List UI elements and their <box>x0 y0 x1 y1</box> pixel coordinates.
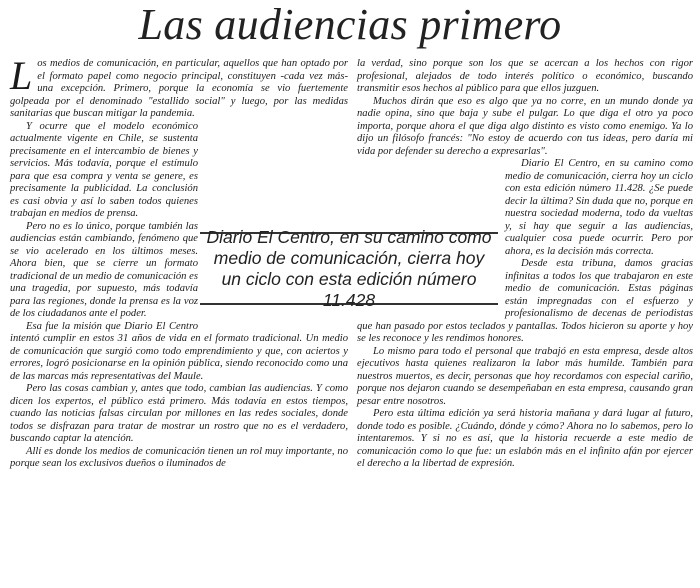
right-paragraph-1: la verdad, sino porque son los que se acercan a los hechos con rigor profesional, alejados de todo interés político o económico, buscando transmitir esos hechos al público para que ellos juzguen. <box>357 58 693 94</box>
right-paragraph-6: Pero esta última edición ya será historia mañana y dará lugar al futuro, donde todo es posible. ¿Cuándo, dónde y cómo? Ahora no lo sabemos, pero lo intentaremos. Y si no es así, que la historia recuerde a este medio de comunicación como lo que fue: un eslabón más en el infinito afán por ejercer el derecho a la libertad de expresión. <box>357 408 693 469</box>
right-column <box>357 58 693 586</box>
left-paragraph-2-text: Y ocurre que el modelo económico actualmente vigente en Chile, se sustenta precisamente en el intercambio de bienes y servicios. Más todavía, porque el estímulo para que esa compra y venta se genere, es precisamente la publicidad. La conclusión es casi obvia y así lo saben todos quienes trabajan en medios de prensa. <box>10 120 198 219</box>
right-paragraph-5: Lo mismo para todo el personal que trabajó en esta empresa, desde altos ejecutivos hasta quienes realizaron la labor más humilde. También para nuestros muertos, es decir, personas que hoy recordamos con especial cariño, porque nos dejaron cuando se desempeñaban en esta empresa, causando gran pesar entre nosotros. <box>357 345 693 407</box>
left-paragraph-6: Allí es donde los medios de comunicación tienen un rol muy importante, no porque sean los exclusivos dueños o iluminados de <box>10 445 348 469</box>
pull-quote-text: Diario El Centro, en su camino como medio de comunicación, cierra hoy un ciclo con esta edición número 11.428 <box>206 226 492 310</box>
right-paragraph-3-text: Diario El Centro, en su camino como medio de comunicación, cierra hoy un ciclo con esta edición número 11.428. ¿Se puede decir la última? Sin duda que no, porque en nuestra sociedad moderna, todo da vueltas y, si hay que seguir a las audiencias, cualquier cosa puede ocurrir. Pero por ahora, es la decisión más correcta. <box>505 158 693 257</box>
left-paragraph-3: Pero no es lo único, porque también las audiencias están cambiando, fenómeno que se vio acelerado en los últimos meses. Ahora bien, que se cierre un formato tradicional de un medio de comunicación es una tragedia, por supuesto, más todavía para las regiones, donde la prensa es la voz de los ciudadanos ante el poder. <box>10 220 198 319</box>
left-paragraph-1-text: os medios de comunicación, en particular, aquellos que han optado por el formato papel como negocio principal, constituyen -cada vez más- una excepción. Primero, porque la economía se vio fuertemente golpeada por el denominado "estallido social" y luego, por las medidas sanitarias que buscan mitigar la pandemia. <box>10 58 348 119</box>
left-paragraph-5: Pero las cosas cambian y, antes que todo, cambian las audiencias. Y como dicen los expertos, el público está primero. Más todavía en estos tiempos, cuando las noticias falsas circulan por millones en las redes sociales, donde todos se disfrazan para tratar de mostrar un rostro que no es el verdadero, buscando captar la atención. <box>10 383 348 444</box>
left-paragraph-4: Esa fue la misión que Diario El Centro intentó cumplir en estos 31 años de vida en el formato tradicional. Un medio de comunicación que surgió como todo emprendimiento y que, con aciertos y errores, logró posicionarse en la opinión pública, siendo reconocido como una de las marcas más representativas del Maule. <box>10 320 348 382</box>
left-paragraph-2 <box>10 121 348 221</box>
pull-quote <box>200 226 498 310</box>
left-column <box>10 53 348 586</box>
right-paragraph-4: Desde esta tribuna, damos gracias infinitas a todos los que trabajaron en este medio de comunicación. Estas páginas están impregnadas con el esfuerzo y profesionalismo de decenas de periodistas que han pasado por estos teclados y pantallas. Todos hicieron su aporte y hoy se les reconoce y les rendimos honores. <box>357 258 693 344</box>
right-paragraph-2: Muchos dirán que eso es algo que ya no corre, en un mundo donde ya nadie opina, sino que baja y sube el pulgar. Lo que diga el otro ya poco importa, porque ahora el que diga algo distinto es visto como enemigo. Ya lo dijo un filósofo francés: "No estoy de acuerdo con tus ideas, pero daría mi vida por defender su derecho a expresarlas". <box>357 95 693 157</box>
article-title: Las audiencias primero <box>138 0 562 49</box>
drop-cap: L <box>10 53 33 98</box>
left-paragraph-1 <box>10 53 348 121</box>
